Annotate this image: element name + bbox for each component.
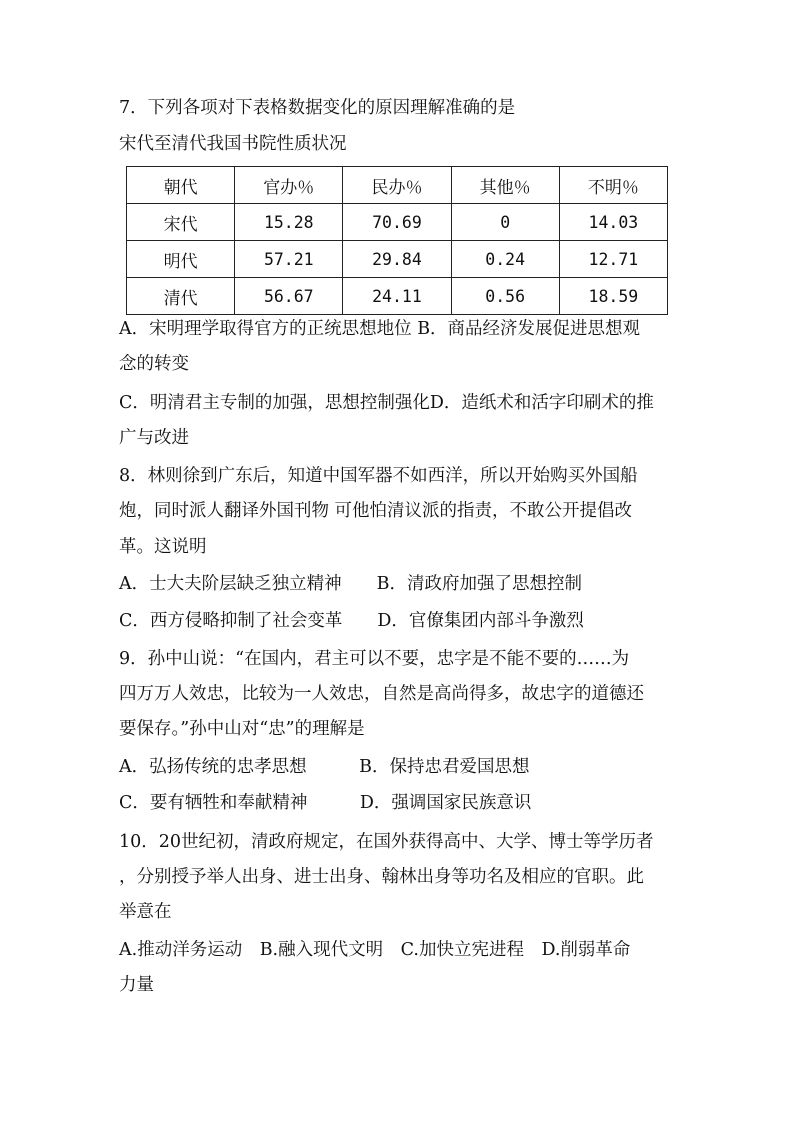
table-cell: 15.28 [235,204,343,241]
q7-data-table [126,166,668,315]
table-cell: 24.11 [343,278,451,315]
table-cell: 18.59 [559,278,667,315]
table-header-cell: 不明％ [559,167,667,204]
q7-option-line: A．宋明理学取得官方的正统思想地位 B．商品经济发展促进思想观 [119,319,641,339]
q9-stem-line: 四万万人效忠，比较为一人效忠，自然是高尚得多，故忠字的道德还 [119,684,644,704]
table-row [127,241,668,278]
q9-stem-line: 要保存。”孙中山对“忠”的理解是 [119,719,365,739]
q8-option-line: C．西方侵略抑制了社会变革 D．官僚集团内部斗争激烈 [119,611,584,631]
q9-option-line: C．要有牺牲和奉献精神 D．强调国家民族意识 [119,793,532,813]
table-cell: 0 [451,204,559,241]
table-cell: 70.69 [343,204,451,241]
q8-stem-line: 8．林则徐到广东后，知道中国军器不如西洋，所以开始购买外国船 [119,466,638,486]
q10-option-line: 力量 [119,975,154,995]
table-cell: 0.24 [451,241,559,278]
table-header-cell: 其他％ [451,167,559,204]
table-cell: 明代 [127,241,235,278]
table-header-row [127,167,668,204]
q8-stem-line: 炮，同时派人翻译外国刊物 可他怕清议派的指责，不敢公开提倡改 [119,501,633,521]
table-header-cell: 朝代 [127,167,235,204]
table-cell: 57.21 [235,241,343,278]
table-cell: 56.67 [235,278,343,315]
q10-stem-line: 举意在 [119,902,172,922]
q9-stem-line: 9．孙中山说：“在国内，君主可以不要，忠字是不能不要的……为 [119,649,630,669]
table-row [127,204,668,241]
table-header-cell: 民办％ [343,167,451,204]
q7-option-line: C．明清君主专制的加强，思想控制强化D．造纸术和活字印刷术的推 [119,393,654,413]
table-cell: 宋代 [127,204,235,241]
q7-option-line: 广与改进 [119,428,189,448]
q10-stem-line: ，分别授予举人出身、进士出身、翰林出身等功名及相应的官职。此 [119,867,644,887]
q7-stem: 7．下列各项对下表格数据变化的原因理解准确的是 [119,98,516,118]
table-row [127,278,668,315]
q10-option-line: A.推动洋务运动 B.融入现代文明 C.加快立宪进程 D.削弱革命 [119,940,631,960]
q7-option-line: 念的转变 [119,354,189,374]
table-header-cell: 官办％ [235,167,343,204]
table-cell: 清代 [127,278,235,315]
table-cell: 29.84 [343,241,451,278]
q7-table-caption: 宋代至清代我国书院性质状况 [119,134,347,154]
q10-stem-line: 10．20世纪初，清政府规定，在国外获得高中、大学、博士等学历者 [119,832,654,852]
table-cell: 0.56 [451,278,559,315]
q8-option-line: A．士大夫阶层缺乏独立精神 B．清政府加强了思想控制 [119,574,582,594]
table-cell: 14.03 [559,204,667,241]
q9-option-line: A．弘扬传统的忠孝思想 B．保持忠君爱国思想 [119,757,530,777]
q8-stem-line: 革。这说明 [119,537,207,557]
table-cell: 12.71 [559,241,667,278]
